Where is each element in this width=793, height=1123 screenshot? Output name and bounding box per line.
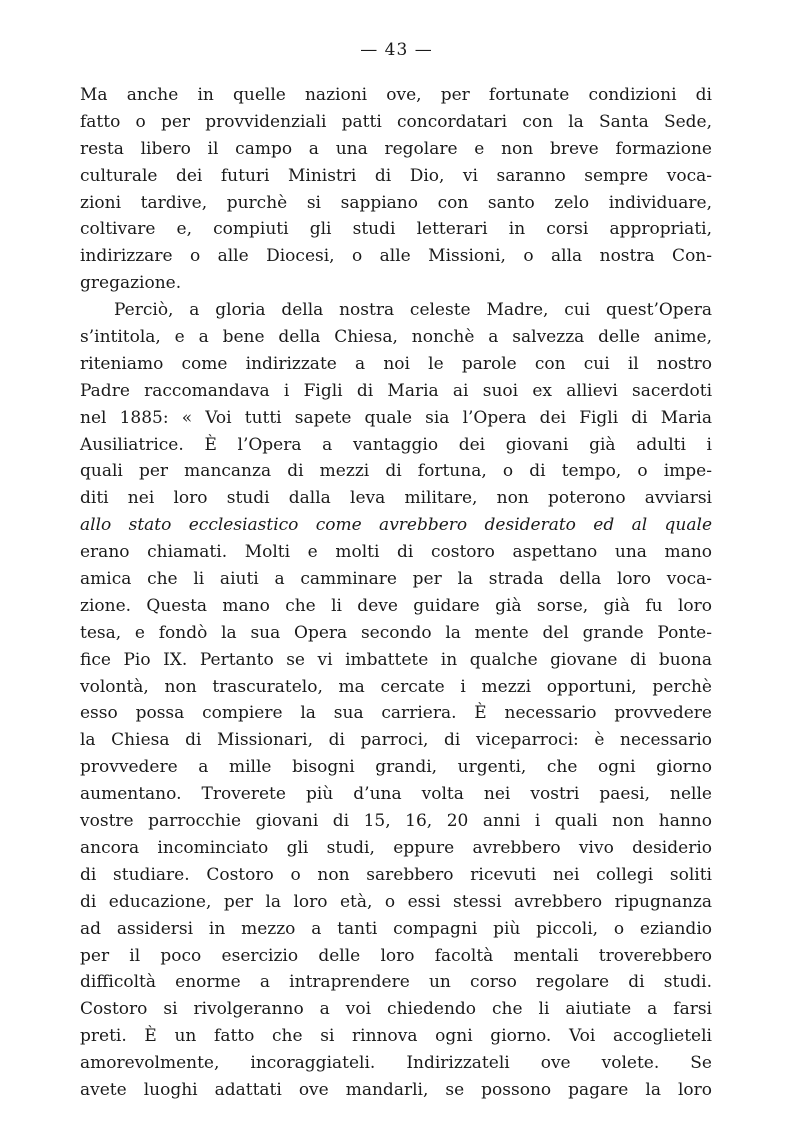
text-line-italic: allo stato ecclesiastico come avrebbero desiderato ed al quale <box>80 515 712 536</box>
text-line: preti. È un fatto che si rinnova ogni giorno. Voi accoglieteli <box>80 1026 712 1047</box>
text-line: nel 1885: « Voi tutti sapete quale sia l’Opera dei Figli di Maria <box>80 407 712 428</box>
text-line: di studiare. Costoro o non sarebbero ricevuti nei collegi soliti <box>80 864 712 885</box>
text-line: ad assidersi in mezzo a tanti compagni più piccoli, o eziandio <box>80 918 712 939</box>
text-line: erano chiamati. Molti e molti di costoro aspettano una mano <box>80 542 712 563</box>
text-line: la Chiesa di Missionari, di parroci, di viceparroci: è necessario <box>80 730 712 751</box>
text-line: Padre raccomandava i Figli di Maria ai suoi ex allievi sacerdoti <box>80 380 712 401</box>
text-line: quali per mancanza di mezzi di fortuna, o di tempo, o impe- <box>80 461 712 482</box>
text-line: provvedere a mille bisogni grandi, urgenti, che ogni giorno <box>80 757 712 778</box>
text-line: aumentano. Troverete più d’una volta nei vostri paesi, nelle <box>80 784 712 805</box>
text-line: difficoltà enorme a intraprendere un corso regolare di studi. <box>80 972 712 993</box>
text-line: riteniamo come indirizzate a noi le parole con cui il nostro <box>80 353 712 374</box>
text-line: di educazione, per la loro età, o essi stessi avrebbero ripugnanza <box>80 891 712 912</box>
text-line: avete luoghi adattati ove mandarli, se possono pagare la loro <box>80 1079 712 1100</box>
text-line: resta libero il campo a una regolare e non breve formazione <box>80 138 712 159</box>
text-line: Costoro si rivolgeranno a voi chiedendo che li aiutiate a farsi <box>80 999 712 1020</box>
text-line: Perciò, a gloria della nostra celeste Madre, cui quest’Opera <box>114 300 712 321</box>
text-line: coltivare e, compiuti gli studi letterari in corsi appropriati, <box>80 219 712 240</box>
text-line: per il poco esercizio delle loro facoltà mentali troverebbero <box>80 945 712 966</box>
text-line: fatto o per provvidenziali patti concordatari con la Santa Sede, <box>80 111 712 132</box>
text-line: tesa, e fondò la sua Opera secondo la mente del grande Ponte- <box>80 622 712 643</box>
text-line: s’intitola, e a bene della Chiesa, nonchè a salvezza delle anime, <box>80 327 712 348</box>
text-line: culturale dei futuri Ministri di Dio, vi saranno sempre voca- <box>80 165 712 186</box>
text-line: vostre parrocchie giovani di 15, 16, 20 anni i quali non hanno <box>80 811 712 832</box>
text-line: diti nei loro studi dalla leva militare, non poterono avviarsi <box>80 488 712 509</box>
page-number: — 43 — <box>360 40 433 60</box>
text-line: zione. Questa mano che li deve guidare già sorse, già fu loro <box>80 595 712 616</box>
text-line: fice Pio IX. Pertanto se vi imbattete in qualche giovane di buona <box>80 649 712 670</box>
text-line: volontà, non trascuratelo, ma cercate i mezzi opportuni, perchè <box>80 676 712 697</box>
text-line: ancora incominciato gli studi, eppure avrebbero vivo desiderio <box>80 837 712 858</box>
text-line: gregazione. <box>80 273 182 294</box>
text-line: amorevolmente, incoraggiateli. Indirizzateli ove volete. Se <box>80 1053 712 1074</box>
text-line: Ma anche in quelle nazioni ove, per fortunate condizioni di <box>80 85 712 105</box>
text-line: esso possa compiere la sua carriera. È necessario provvedere <box>80 703 712 724</box>
body-text <box>80 82 712 1104</box>
text-line: amica che li aiuti a camminare per la strada della loro voca- <box>80 569 712 590</box>
text-line: Ausiliatrice. È l’Opera a vantaggio dei giovani già adulti i <box>80 434 712 455</box>
text-line: indirizzare o alle Diocesi, o alle Missioni, o alla nostra Con- <box>80 246 712 267</box>
text-line: zioni tardive, purchè si sappiano con santo zelo individuare, <box>80 192 712 213</box>
